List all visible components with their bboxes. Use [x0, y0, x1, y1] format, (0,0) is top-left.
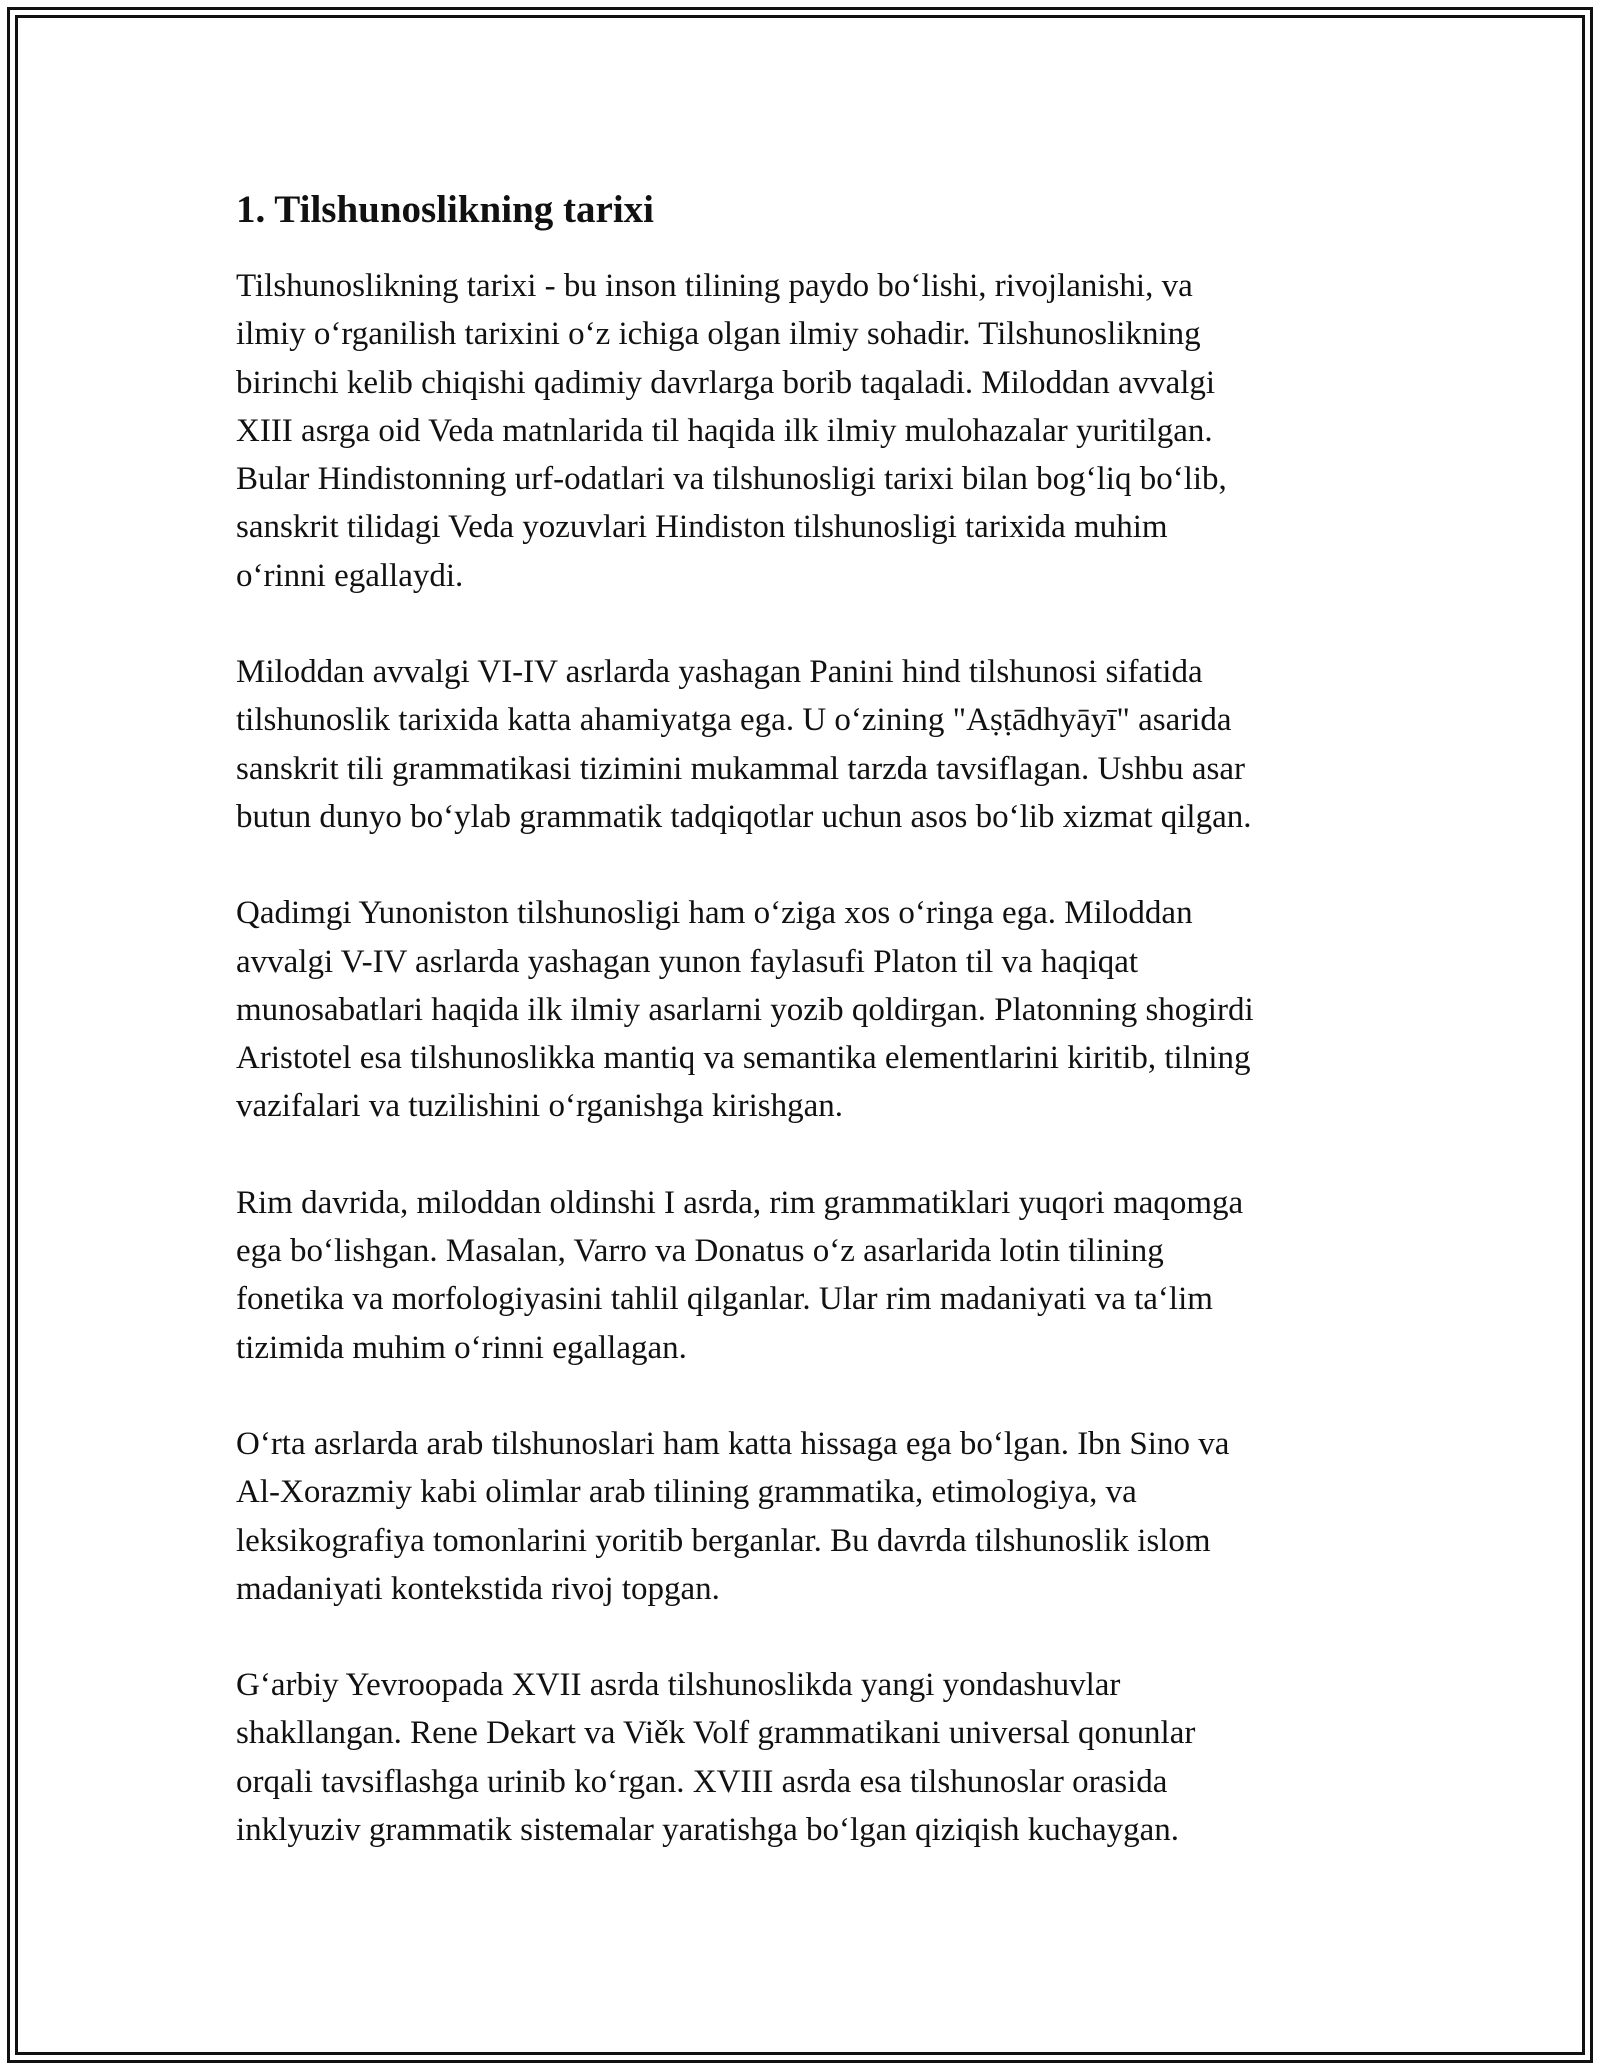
document-title: 1. Tilshunoslikning tarixi	[236, 188, 654, 231]
paragraph-2: Miloddan avvalgi VI-IV asrlarda yashagan Panini hind tilshunosi sifatida tilshunoslik tarixida katta ahamiyatga ega. U o‘zining "Aṣṭādhyāyī" asarida sanskrit tili grammatikasi tizimini mukammal tarzda tavsiflagan. Ushbu asar butun dunyo bo‘ylab grammatik tadqiqotlar uchun asos bo‘lib xizmat qilgan.	[236, 654, 1252, 835]
paragraph-5: O‘rta asrlarda arab tilshunoslari ham katta hissaga ega bo‘lgan. Ibn Sino va Al-Xorazmiy kabi olimlar arab tilining grammatika, etimologiya, va leksikografiya tomonlarini yoritib berganlar. Bu davrda tilshunoslik islom madaniyati kontekstida rivoj topgan.	[236, 1425, 1230, 1607]
paragraph-6: G‘arbiy Yevroopada XVII asrda tilshunoslikda yangi yondashuvlar shakllangan. Rene Dekart va Viěk Volf grammatikani universal qonunlar orqali tavsiflashga urinib ko‘rgan. XVIII asrda esa tilshunoslar orasida inklyuziv grammatik sistemalar yaratishga bo‘lgan qiziqish kuchaygan.	[236, 1667, 1196, 1849]
paragraph-1: Tilshunoslikning tarixi - bu inson tilining paydo bo‘lishi, rivojlanishi, va ilmiy o‘rganilish tarixini o‘z ichiga olgan ilmiy sohadir. Tilshunoslikning birinchi kelib chiqishi qadimiy davrlarga borib taqaladi. Miloddan avvalgi XIII asrga oid Veda matnlarida til haqida ilk ilmiy mulohazalar yuritilgan. Bular Hindistonning urf-odatlari va tilshunosligi tarixi bilan bog‘liq bo‘lib, sanskrit tilidagi Veda yozuvlari Hindiston tilshunosligi tarixida muhim o‘rinni egallaydi.	[236, 268, 1227, 594]
paragraph-4: Rim davrida, miloddan oldinshi I asrda, rim grammatiklari yuqori maqomga ega bo‘lishgan. Masalan, Varro va Donatus o‘z asarlarida lotin tilining fonetika va morfologiyasini tahlil qilganlar. Ular rim madaniyati va ta‘lim tizimida muhim o‘rinni egallagan.	[236, 1184, 1244, 1366]
paragraph-3: Qadimgi Yunoniston tilshunosligi ham o‘ziga xos o‘ringa ega. Miloddan avvalgi V-IV asrlarda yashagan yunon faylasufi Platon til va haqiqat munosabatlari haqida ilk ilmiy asarlarni yozib qoldirgan. Platonning shogirdi Aristotel esa tilshunoslikka mantiq va semantika elementlarini kiritib, tilning vazifalari va tuzilishini o‘rganishga kirishgan.	[236, 895, 1254, 1125]
document-body	[236, 186, 1376, 1854]
